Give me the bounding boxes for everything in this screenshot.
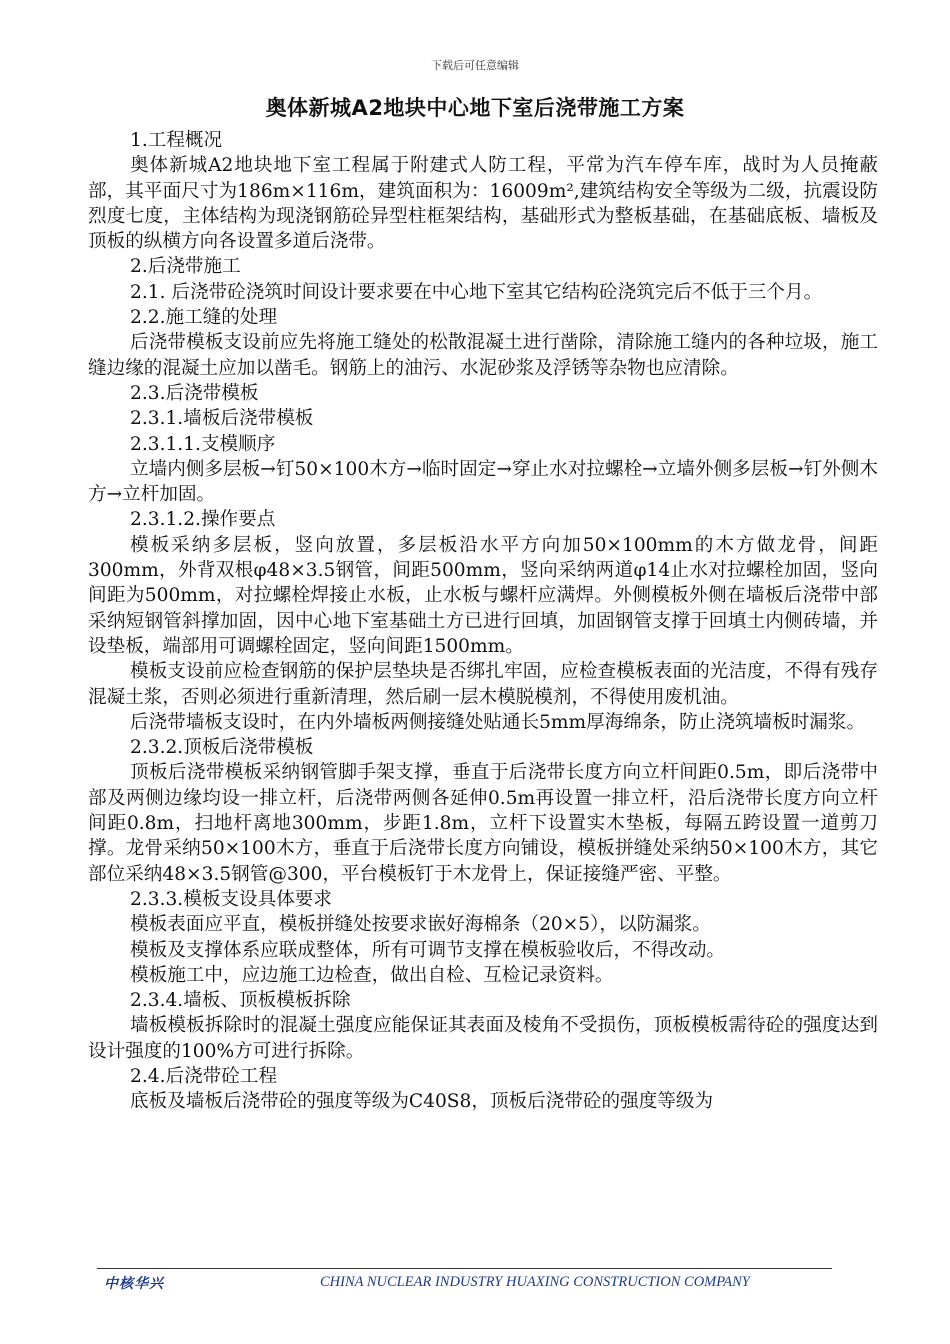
section-heading: 2.2.施工缝的处理 <box>130 307 278 329</box>
section-heading: 2.3.1.墙板后浇带模板 <box>130 408 314 430</box>
section-heading: 2.3.2.顶板后浇带模板 <box>130 737 314 759</box>
body-paragraph: 底板及墙板后浇带砼的强度等级为C40S8，顶板后浇带砼的强度等级为 <box>130 1091 714 1113</box>
company-logo: 中核华兴 <box>104 1276 164 1292</box>
section-heading: 模板施工中，应边施工边检查，做出自检、互检记录资料。 <box>130 964 614 986</box>
body-paragraph: 墙板模板拆除时的混凝土强度应能保证其表面及棱角不受损伤，顶板模板需待砼的强度达到设计强度的100%方可进行拆除。 <box>88 1015 878 1062</box>
footer-company-name: CHINA NUCLEAR INDUSTRY HUAXING CONSTRUCTION COMPANY <box>320 1274 750 1290</box>
body-paragraph: 奥体新城A2地块地下室工程属于附建式人防工程，平常为汽车停车库，战时为人员掩蔽部，其平面尺寸为186m×116m，建筑面积为：16009m²,建筑结构安全等级为二级，抗震设防烈度七度，主体结构为现浇钢筋砼异型柱框架结构，基础形式为整板基础，在基础底板、墙板及顶板的纵横方向各设置多道后浇带。 <box>88 155 878 253</box>
body-paragraph: 后浇带模板支设前应先将施工缝处的松散混凝土进行凿除，清除施工缝内的各种垃圾，施工缝边缘的混凝土应加以凿毛。钢筋上的油污、水泥砂浆及浮锈等杂物也应清除。 <box>88 332 878 379</box>
section-heading: 2.4.后浇带砼工程 <box>130 1065 278 1087</box>
footer-divider <box>97 1268 832 1269</box>
section-heading: 模板表面应平直，模板拼缝处按要求嵌好海棉条（20×5），以防漏浆。 <box>130 914 711 936</box>
section-heading: 2.3.1.1.支模顺序 <box>130 433 276 455</box>
body-paragraph: 模板采纳多层板，竖向放置，多层板沿水平方向加50×100mm的木方做龙骨，间距300mm，外背双根φ48×3.5钢管，间距500mm，竖向采纳两道φ14止水对拉螺栓加固，竖向间距为500mm，对拉螺栓焊接止水板，止水板与螺杆应满焊。外侧模板外侧在墙板后浇带中部采纳短钢管斜撑加固，因中心地下室基础土方已进行回填，加固钢管支撑于回填土内侧砖墙，并设垫板，端部用可调螺栓固定，竖向间距1500mm。 <box>88 534 878 657</box>
body-paragraph: 顶板后浇带模板采纳钢管脚手架支撑，垂直于后浇带长度方向立杆间距0.5m，即后浇带中部及两侧边缘均设一排立杆，后浇带两侧各延伸0.5m再设置一排立杆，沿后浇带长度方向立杆间距0.8m，扫地杆离地300mm，步距1.8m，立杆下设置实木垫板，每隔五跨设置一道剪刀撑。龙骨采纳50×100木方，垂直于后浇带长度方向铺设，模板拼缝处采纳50×100木方，其它部位采纳48×3.5钢管@300，平台模板钉于木龙骨上，保证接缝严密、平整。 <box>88 762 878 885</box>
body-paragraph: 2.1. 后浇带砼浇筑时间设计要求要在中心地下室其它结构砼浇筑完后不低于三个月。 <box>130 281 823 303</box>
body-paragraph: 模板支设前应检查钢筋的保护层垫块是否绑扎牢固，应检查模板表面的光洁度，不得有残存混凝土浆，否则必须进行重新清理，然后刷一层木模脱模剂，不得使用废机油。 <box>88 661 878 708</box>
body-paragraph: 立墙内侧多层板→钉50×100木方→临时固定→穿止水对拉螺栓→立墙外侧多层板→钉外侧木方→立杆加固。 <box>88 458 878 506</box>
document-body <box>88 128 878 1115</box>
body-paragraph: 后浇带墙板支设时，在内外墙板两侧接缝处贴通长5mm厚海绵条，防止浇筑墙板时漏浆。 <box>130 711 866 733</box>
section-heading: 2.3.后浇带模板 <box>130 382 259 404</box>
header-note: 下载后可任意编辑 <box>431 59 519 72</box>
section-heading: 2.3.3.模板支设具体要求 <box>130 888 332 910</box>
section-heading: 2.3.1.2.操作要点 <box>130 509 276 531</box>
section-heading: 模板及支撑体系应联成整体，所有可调节支撑在模板验收后，不得改动。 <box>130 939 726 961</box>
section-heading: 2.后浇带施工 <box>130 256 241 278</box>
document-title: 奥体新城A2地块中心地下室后浇带施工方案 <box>265 96 685 120</box>
section-heading: 1.工程概况 <box>130 130 223 151</box>
section-heading: 2.3.4.墙板、顶板模板拆除 <box>130 990 351 1012</box>
